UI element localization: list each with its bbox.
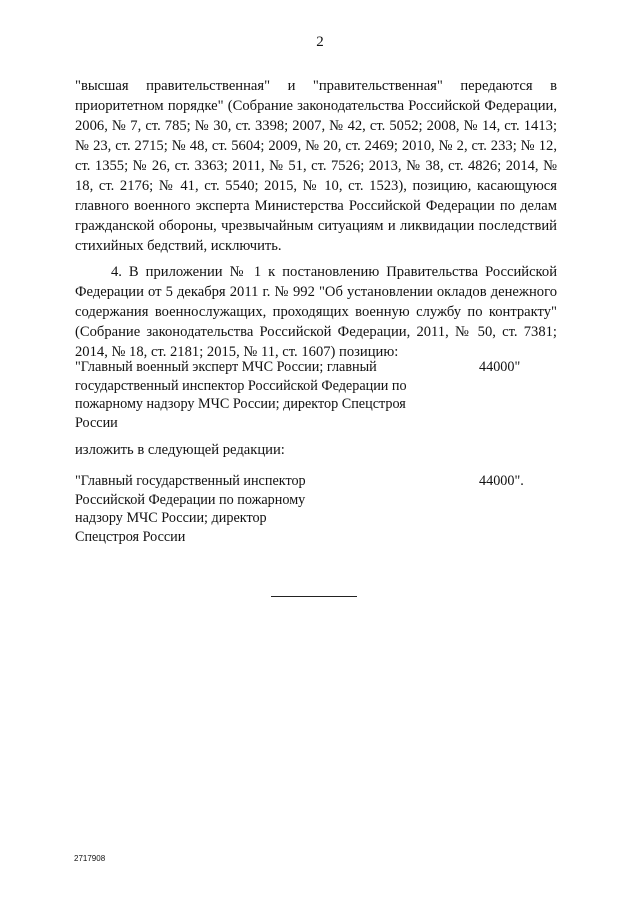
- document-code: 2717908: [74, 854, 106, 863]
- lead-in-text: изложить в следующей редакции:: [75, 442, 285, 458]
- paragraph-item-4: 4. В приложении № 1 к постановлению Правительства Российской Федерации от 5 декабря 2011 г. № 992 "Об установлении окладов денежного содержания военнослужащих, проходящих военную службу по контракту" (Собрание законодательства Российской Федерации, 2011, № 50, ст. 7381; 2014, № 18, ст. 2181; 2015, № 11, ст. 1607) позицию:: [75, 264, 557, 360]
- old-entry-value: 44000": [479, 359, 521, 375]
- paragraph-continuation: "высшая правительственная" и "правительственная" передаются в приоритетном порядке" (Собрание законодательства Российской Федерации, 2006, № 7, ст. 785; № 30, ст. 3398; 2007, № 42, ст. 5052; 2008, № 14, ст. 1413; № 23, ст. 2715; № 48, ст. 5604; 2009, № 20, ст. 2469; 2010, № 2, ст. 233; № 12, ст. 1355; № 26, ст. 3363; 2011, № 51, ст. 7526; 2013, № 38, ст. 4826; 2014, № 18, ст. 2176; № 41, ст. 5540; 2015, № 10, ст. 1523), позицию, касающуюся главного военного эксперта Министерства Российской Федерации по делам гражданской обороны, чрезвычайным ситуациям и ликвидации последствий стихийных бедствий, исключить.: [75, 78, 557, 254]
- end-of-text-rule: [271, 596, 357, 597]
- page-number: 2: [316, 34, 324, 50]
- new-entry-text: "Главный государственный инспектор Российской Федерации по пожарному надзору МЧС России; директор Спецстроя России: [75, 473, 306, 545]
- new-entry-value: 44000".: [479, 473, 524, 489]
- old-entry-text: "Главный военный эксперт МЧС России; главный государственный инспектор Российской Федерации по пожарному надзору МЧС России; директор Спецстроя России: [75, 359, 407, 431]
